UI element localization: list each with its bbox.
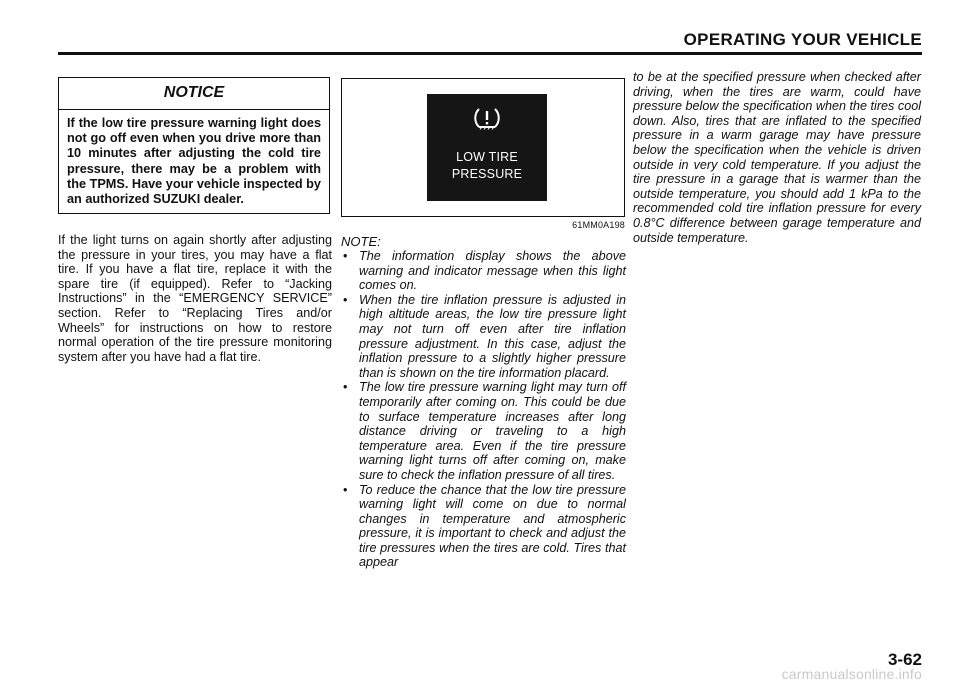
watermark: carmanualsonline.info: [781, 666, 922, 682]
note-title: NOTE:: [341, 234, 381, 249]
display-text-line1: LOW TIRE: [456, 150, 518, 164]
notice-box: [58, 77, 330, 214]
page-number: 3-62: [887, 650, 922, 669]
header-rule: [58, 52, 922, 55]
figure-code: 61MM0A198: [572, 220, 625, 230]
note-item: • The information display shows the above warning and indicator message when this light comes on.: [341, 249, 626, 293]
warning-display-figure: [341, 78, 625, 217]
display-text-line2: PRESSURE: [451, 167, 523, 181]
note-item: • To reduce the chance that the low tire pressure warning light will come on due to normal changes in temperature and atmospheric pressure, it is important to check and adjust the tire pressures when the tires are cold. Tires that appear: [341, 483, 626, 571]
section-title: OPERATING YOUR VEHICLE: [683, 30, 922, 49]
note-item: • When the tire inflation pressure is adjusted in high altitude areas, the low tire pressure light may not turn off even after tire inflation pressure adjustment. In this case, adjust the inflation pressure to a slightly higher pressure than is shown on the tire information placard.: [341, 293, 626, 381]
note-item: • The low tire pressure warning light may turn off temporarily after coming on. This could be due to surface temperature increases after long distance driving or traveling to a high temperature area. Even if the tire pressure warning light turns off after coming on, make sure to check the inflation pressure of all tires.: [341, 380, 626, 482]
tire-pressure-warning-icon: [472, 106, 502, 132]
flat-tire-paragraph: If the light turns on again shortly after adjusting the pressure in your tires, you may have a flat tire. If you have a flat tire, replace it with the spare tire (if equipped). Refer to “Jacking Instructions” in the “EMERGENCY SERVICE” section. Refer to “Replacing Tires and/or Wheels” for instructions on how to restore normal operation of the tire pressure monitoring system after you have had a flat tire.: [58, 233, 332, 364]
information-display: [427, 94, 547, 201]
notice-body: If the low tire pressure warning light does not go off even when you drive more than 10 minutes after adjusting the cold tire pressure, there may be a problem with the TPMS. Have your vehicle inspected by an authorized SUZUKI dealer.: [67, 116, 321, 207]
notice-title: NOTICE: [59, 78, 329, 110]
note-list: [341, 249, 626, 570]
cold-tire-paragraph: to be at the specified pressure when checked after driving, when the tires are warm, could have pressure below the specification when the tires cool down. Also, tires that are inflated to the specified pressure in a warm garage may have pressure below the specification when the vehicle is driven outside in very cold temperature. If you adjust the tire pressure in a garage that is warmer than the outside temperature, you should add 1 kPa to the recommended cold tire inflation pressure for every 0.8°C difference between garage temperature and outside temperature.: [633, 70, 921, 245]
